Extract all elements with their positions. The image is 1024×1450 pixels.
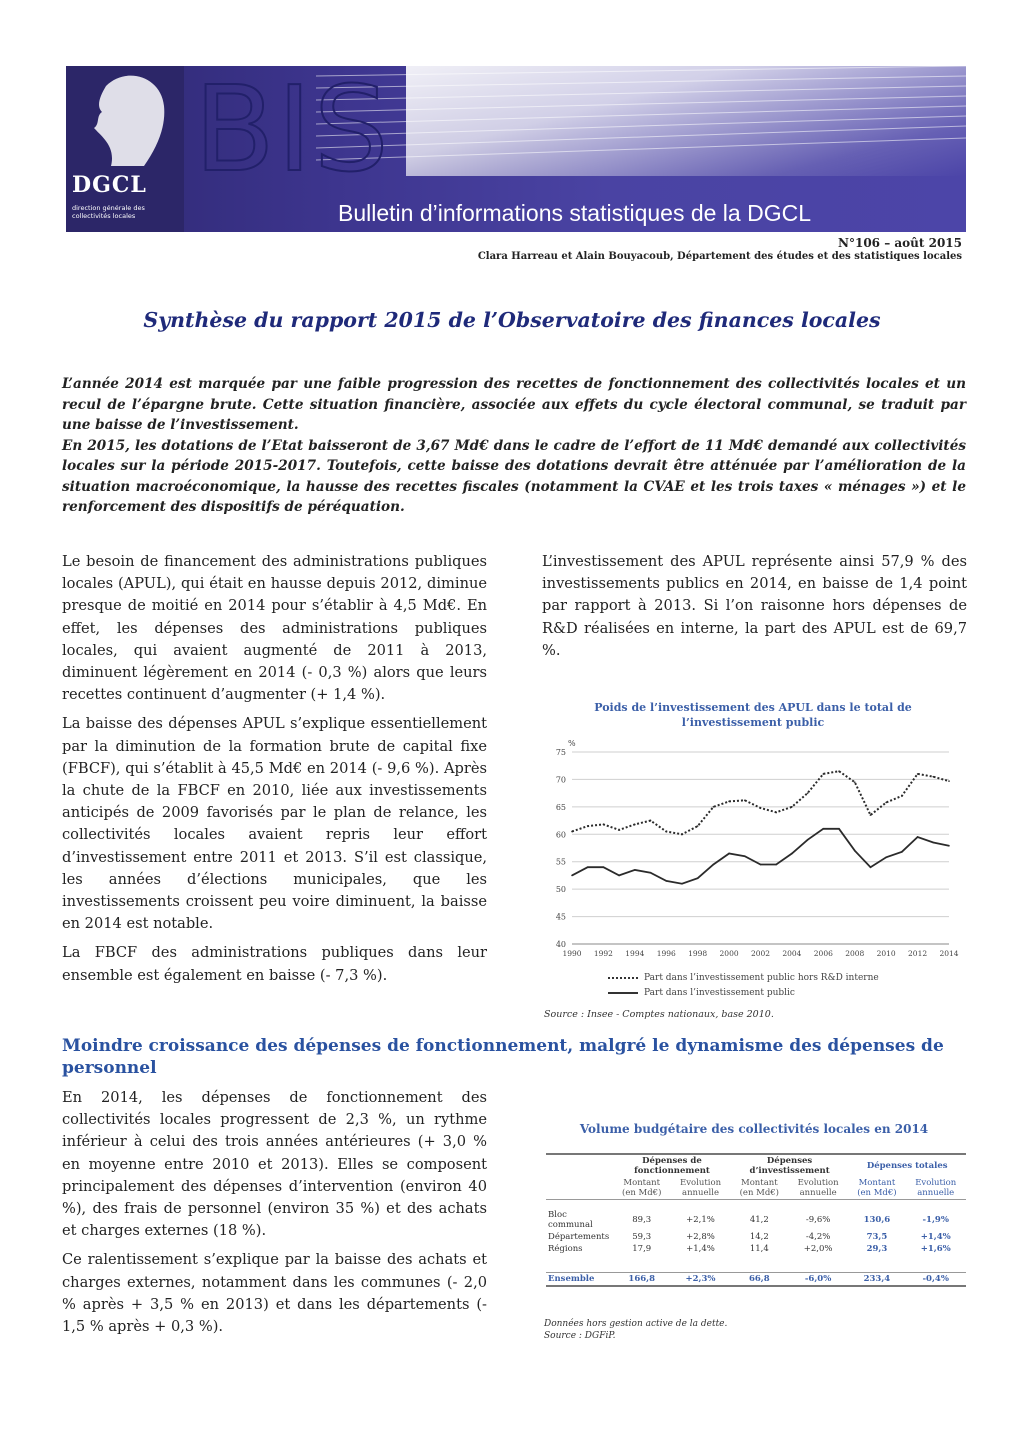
data-point — [807, 839, 809, 841]
y-tick-label: 40 — [555, 940, 566, 949]
page-title: Synthèse du rapport 2015 de l’Observatoire des finances locales — [143, 308, 881, 332]
data-point — [665, 880, 667, 882]
budget-table — [546, 1153, 966, 1287]
x-tick-label: 2012 — [908, 949, 928, 958]
table-subheader: Montant (en Md€) — [622, 1178, 662, 1198]
table-cell: -4,2% — [805, 1232, 831, 1242]
data-point — [901, 851, 903, 853]
x-tick-label: 1990 — [562, 949, 582, 958]
table-title: Volume budgétaire des collectivités locales en 2014 — [579, 1122, 929, 1136]
x-tick-label: 2014 — [939, 949, 959, 958]
table-cell: +2,8% — [686, 1232, 715, 1242]
table-cell: -6,0% — [788, 1273, 849, 1287]
body-paragraph: Ce ralentissement s’explique par la baisse des achats et charges externes, notamment dans les communes (- 2,0 % après + 3,5 % en 2013) et dans les départements (- 1,5 % après + 0,3 %). — [62, 1251, 487, 1336]
table-cell: +1,4% — [686, 1244, 715, 1254]
x-tick-label: 2002 — [750, 949, 771, 958]
legend-label: Part dans l’investissement public — [644, 987, 795, 998]
table-cell: 233,4 — [848, 1273, 905, 1287]
x-tick-label: 1992 — [593, 949, 613, 958]
y-tick-label: 75 — [555, 748, 566, 757]
y-tick-label: 50 — [555, 885, 566, 895]
issue-number: N°106 – août 2015 — [838, 236, 962, 250]
data-point — [948, 780, 950, 782]
legend-swatch-solid — [608, 992, 638, 994]
data-point — [775, 864, 777, 866]
data-point — [854, 781, 856, 783]
table-cell: -0,4% — [905, 1273, 966, 1287]
bulletin-title: Bulletin d’informations statistiques de la DGCL — [338, 200, 812, 226]
table-row — [546, 1231, 966, 1243]
data-point — [634, 824, 636, 826]
lead-summary — [62, 374, 966, 518]
data-point — [571, 875, 573, 877]
data-point — [838, 770, 840, 772]
lead-paragraph: En 2015, les dotations de l’Etat baisseront de 3,67 Md€ dans le cadre de l’effort de 11 Md€ demandé aux collectivités locales sur la période 2015-2017. Toutefois, cette baisse des dotations devrait être atténuée par l’amélioration de la situation macroéconomique, la hausse des recettes fiscales (notamment la CVAE et les trois taxes « ménages ») et le renforcement des dispositifs de péréquation. — [62, 437, 966, 515]
data-point — [744, 799, 746, 801]
data-point — [932, 776, 934, 778]
table-cell: +2,1% — [670, 1200, 731, 1232]
table-cell: 89,3 — [613, 1200, 670, 1232]
data-point — [603, 824, 605, 826]
table-subheader: Montant (en Md€) — [739, 1178, 780, 1198]
x-tick-label: 2004 — [782, 949, 802, 958]
data-point — [618, 875, 620, 877]
x-tick-label: 2010 — [876, 949, 896, 958]
data-point — [760, 864, 762, 866]
table-total-row — [546, 1273, 966, 1287]
table-note: Données hors gestion active de la dette. — [544, 1319, 728, 1329]
chart-legend — [608, 970, 879, 1000]
bis-wordmark: BIS — [194, 66, 391, 198]
table-corner — [546, 1177, 613, 1200]
table-row-label: Départements — [548, 1232, 610, 1242]
table-cell: -9,6% — [788, 1200, 849, 1232]
table-cell: 130,6 — [848, 1200, 905, 1232]
table-cell: +2,0% — [803, 1244, 833, 1254]
series-line-hors-rd — [572, 771, 949, 834]
x-tick-label: 1998 — [688, 949, 708, 958]
data-point — [681, 833, 683, 835]
legend-label: Part dans l’investissement public hors R&D interne — [644, 972, 879, 983]
data-point — [885, 802, 887, 804]
data-point — [917, 836, 919, 838]
series-line-investissement — [572, 829, 949, 884]
y-tick-label: 60 — [555, 830, 566, 840]
table-group-header: Dépenses d’investissement — [731, 1154, 849, 1177]
data-point — [791, 853, 793, 855]
table-cell: -1,9% — [905, 1200, 966, 1232]
data-point — [948, 845, 950, 847]
table-cell: 14,2 — [749, 1232, 769, 1242]
data-point — [901, 795, 903, 797]
data-point — [791, 806, 793, 808]
x-tick-label: 1996 — [656, 949, 676, 958]
data-point — [603, 866, 605, 868]
dgcl-logo — [66, 66, 184, 232]
y-tick-label: 45 — [555, 912, 566, 922]
body-paragraph: En 2014, les dépenses de fonctionnement des collectivités locales progressent de 2,3 %, un rythme inférieur à celui des trois années antérieures (+ 3,0 % en moyenne entre 2010 et 2013). Elles se composent principalement des dépenses d’intervention (environ 40 %), des frais de personnel (environ 35 %) et des achats et charges externes (18 %). — [62, 1089, 487, 1240]
data-point — [870, 814, 872, 816]
table-cell: 29,3 — [866, 1244, 888, 1254]
y-axis-unit: % — [568, 739, 576, 748]
data-point — [760, 807, 762, 809]
table-row — [546, 1200, 966, 1232]
table-cell: 17,9 — [632, 1244, 652, 1254]
table-subheader: Evolution annuelle — [680, 1178, 722, 1198]
body-paragraph: L’investissement des APUL représente ainsi 57,9 % des investissements publics en 2014, en baisse de 1,4 point par rapport à 2013. Si l’on raisonne hors dépenses de R&D réalisées en interne, la part des APUL est de 69,7 %. — [542, 553, 967, 659]
table-row — [546, 1243, 966, 1273]
header-banner — [66, 66, 966, 232]
legend-swatch-dotted — [608, 977, 638, 979]
x-tick-label: 2000 — [719, 949, 739, 958]
table-cell: 41,2 — [731, 1200, 788, 1232]
data-point — [838, 828, 840, 830]
x-tick-label: 1994 — [625, 949, 645, 958]
logo-subtitle: direction générale des collectivités locales — [72, 204, 145, 220]
data-point — [618, 829, 620, 831]
table-subheader: Evolution annuelle — [915, 1178, 957, 1198]
legend-item-dotted — [608, 970, 879, 985]
data-point — [587, 866, 589, 868]
body-paragraph: Le besoin de financement des administrations publiques locales (APUL), qui était en hausse depuis 2012, diminue presque de moitié en 2014 pour s’établir à 4,5 Md€. En effet, les dépenses des administrations publiques locales, qui avaient augmenté de 2011 à 2013, diminuent légèrement en 2014 (- 0,3 %) alors que leurs recettes continuent d’augmenter (+ 1,4 %). — [62, 553, 487, 704]
data-point — [650, 820, 652, 822]
logo-text: DGCL — [72, 172, 147, 198]
body-paragraph: La baisse des dépenses APUL s’explique essentiellement par la diminution de la formation brute de capital fixe (FBCF), qui s’établit à 45,5 Md€ en 2014 (- 9,6 %). Après la chute de la FBCF en 2010, liée aux investissements anticipés de 2009 favorisés par le plan de relance, les collectivités locales avaient repris leur effort d’investissement entre 2011 et 2013. S’il est classique, les années d’élections municipales, que les investissements croissent peu voire diminuent, la baisse en 2014 est notable. — [62, 715, 487, 933]
chart-source: Source : Insee - Comptes nationaux, base 2010. — [544, 1009, 774, 1020]
x-tick-label: 2008 — [845, 949, 865, 958]
data-point — [728, 801, 730, 803]
table-cell: 59,3 — [632, 1232, 652, 1242]
y-tick-label: 70 — [555, 775, 566, 785]
data-point — [807, 792, 809, 794]
table-cell: +1,4% — [920, 1232, 951, 1242]
data-point — [697, 877, 699, 879]
chart-title: Poids de l’investissement des APUL dans le total de l’investissement public — [594, 701, 912, 729]
table-subheader: Montant (en Md€) — [857, 1178, 897, 1198]
table-row-label: Ensemble — [546, 1273, 613, 1287]
data-point — [713, 864, 715, 866]
section-heading: Moindre croissance des dépenses de fonctionnement, malgré le dynamisme des dépenses de personnel — [62, 1036, 944, 1078]
legend-item-solid — [608, 985, 879, 1000]
table-header-row — [546, 1154, 966, 1177]
table-group-header: Dépenses de fonctionnement — [613, 1154, 731, 1177]
data-point — [650, 872, 652, 874]
data-point — [870, 866, 872, 868]
y-tick-label: 65 — [555, 802, 566, 812]
right-column-1 — [542, 551, 967, 669]
banner-fade — [406, 66, 966, 176]
authors-line: Clara Harreau et Alain Bouyacoub, Département des études et des statistiques locales — [477, 251, 962, 262]
data-point — [823, 828, 825, 830]
data-point — [885, 857, 887, 859]
data-point — [917, 773, 919, 775]
data-point — [571, 831, 573, 833]
data-point — [744, 855, 746, 857]
data-point — [775, 812, 777, 814]
data-point — [587, 825, 589, 827]
table-subheader: Evolution annuelle — [797, 1178, 839, 1198]
lead-paragraph: L’année 2014 est marquée par une faible progression des recettes de fonctionnement des collectivités locales et un recul de l’épargne brute. Cette situation financière, associée aux effets du cycle électoral communal, se traduit par une baisse de l’investissement. — [62, 376, 966, 433]
table-cell: 66,8 — [731, 1273, 788, 1287]
body-paragraph: La FBCF des administrations publiques dans leur ensemble est également en baisse (- 7,3 %). — [62, 944, 487, 984]
data-point — [697, 825, 699, 827]
table-cell: +1,6% — [920, 1244, 951, 1254]
table-cell: 11,4 — [749, 1244, 769, 1254]
line-chart — [544, 736, 964, 966]
data-point — [665, 831, 667, 833]
table-corner — [546, 1154, 613, 1177]
table-row-label: Régions — [548, 1244, 583, 1254]
table-cell: 166,8 — [613, 1273, 670, 1287]
table-group-header: Dépenses totales — [848, 1154, 966, 1177]
data-point — [932, 842, 934, 844]
table-cell: 73,5 — [866, 1232, 888, 1242]
data-point — [728, 853, 730, 855]
data-point — [823, 773, 825, 775]
data-point — [854, 850, 856, 852]
data-point — [681, 883, 683, 885]
y-tick-label: 55 — [555, 857, 566, 867]
data-point — [713, 806, 715, 808]
x-tick-label: 2006 — [813, 949, 833, 958]
table-source: Source : DGFiP. — [544, 1331, 616, 1341]
table-row-label: Bloc communal — [546, 1200, 613, 1232]
table-subheader-row — [546, 1177, 966, 1200]
left-column-2 — [62, 1087, 487, 1345]
marianne-silhouette — [66, 66, 184, 166]
data-point — [634, 869, 636, 871]
table-cell: +2,3% — [670, 1273, 731, 1287]
table-notes — [544, 1318, 727, 1342]
left-column-1 — [62, 551, 487, 994]
